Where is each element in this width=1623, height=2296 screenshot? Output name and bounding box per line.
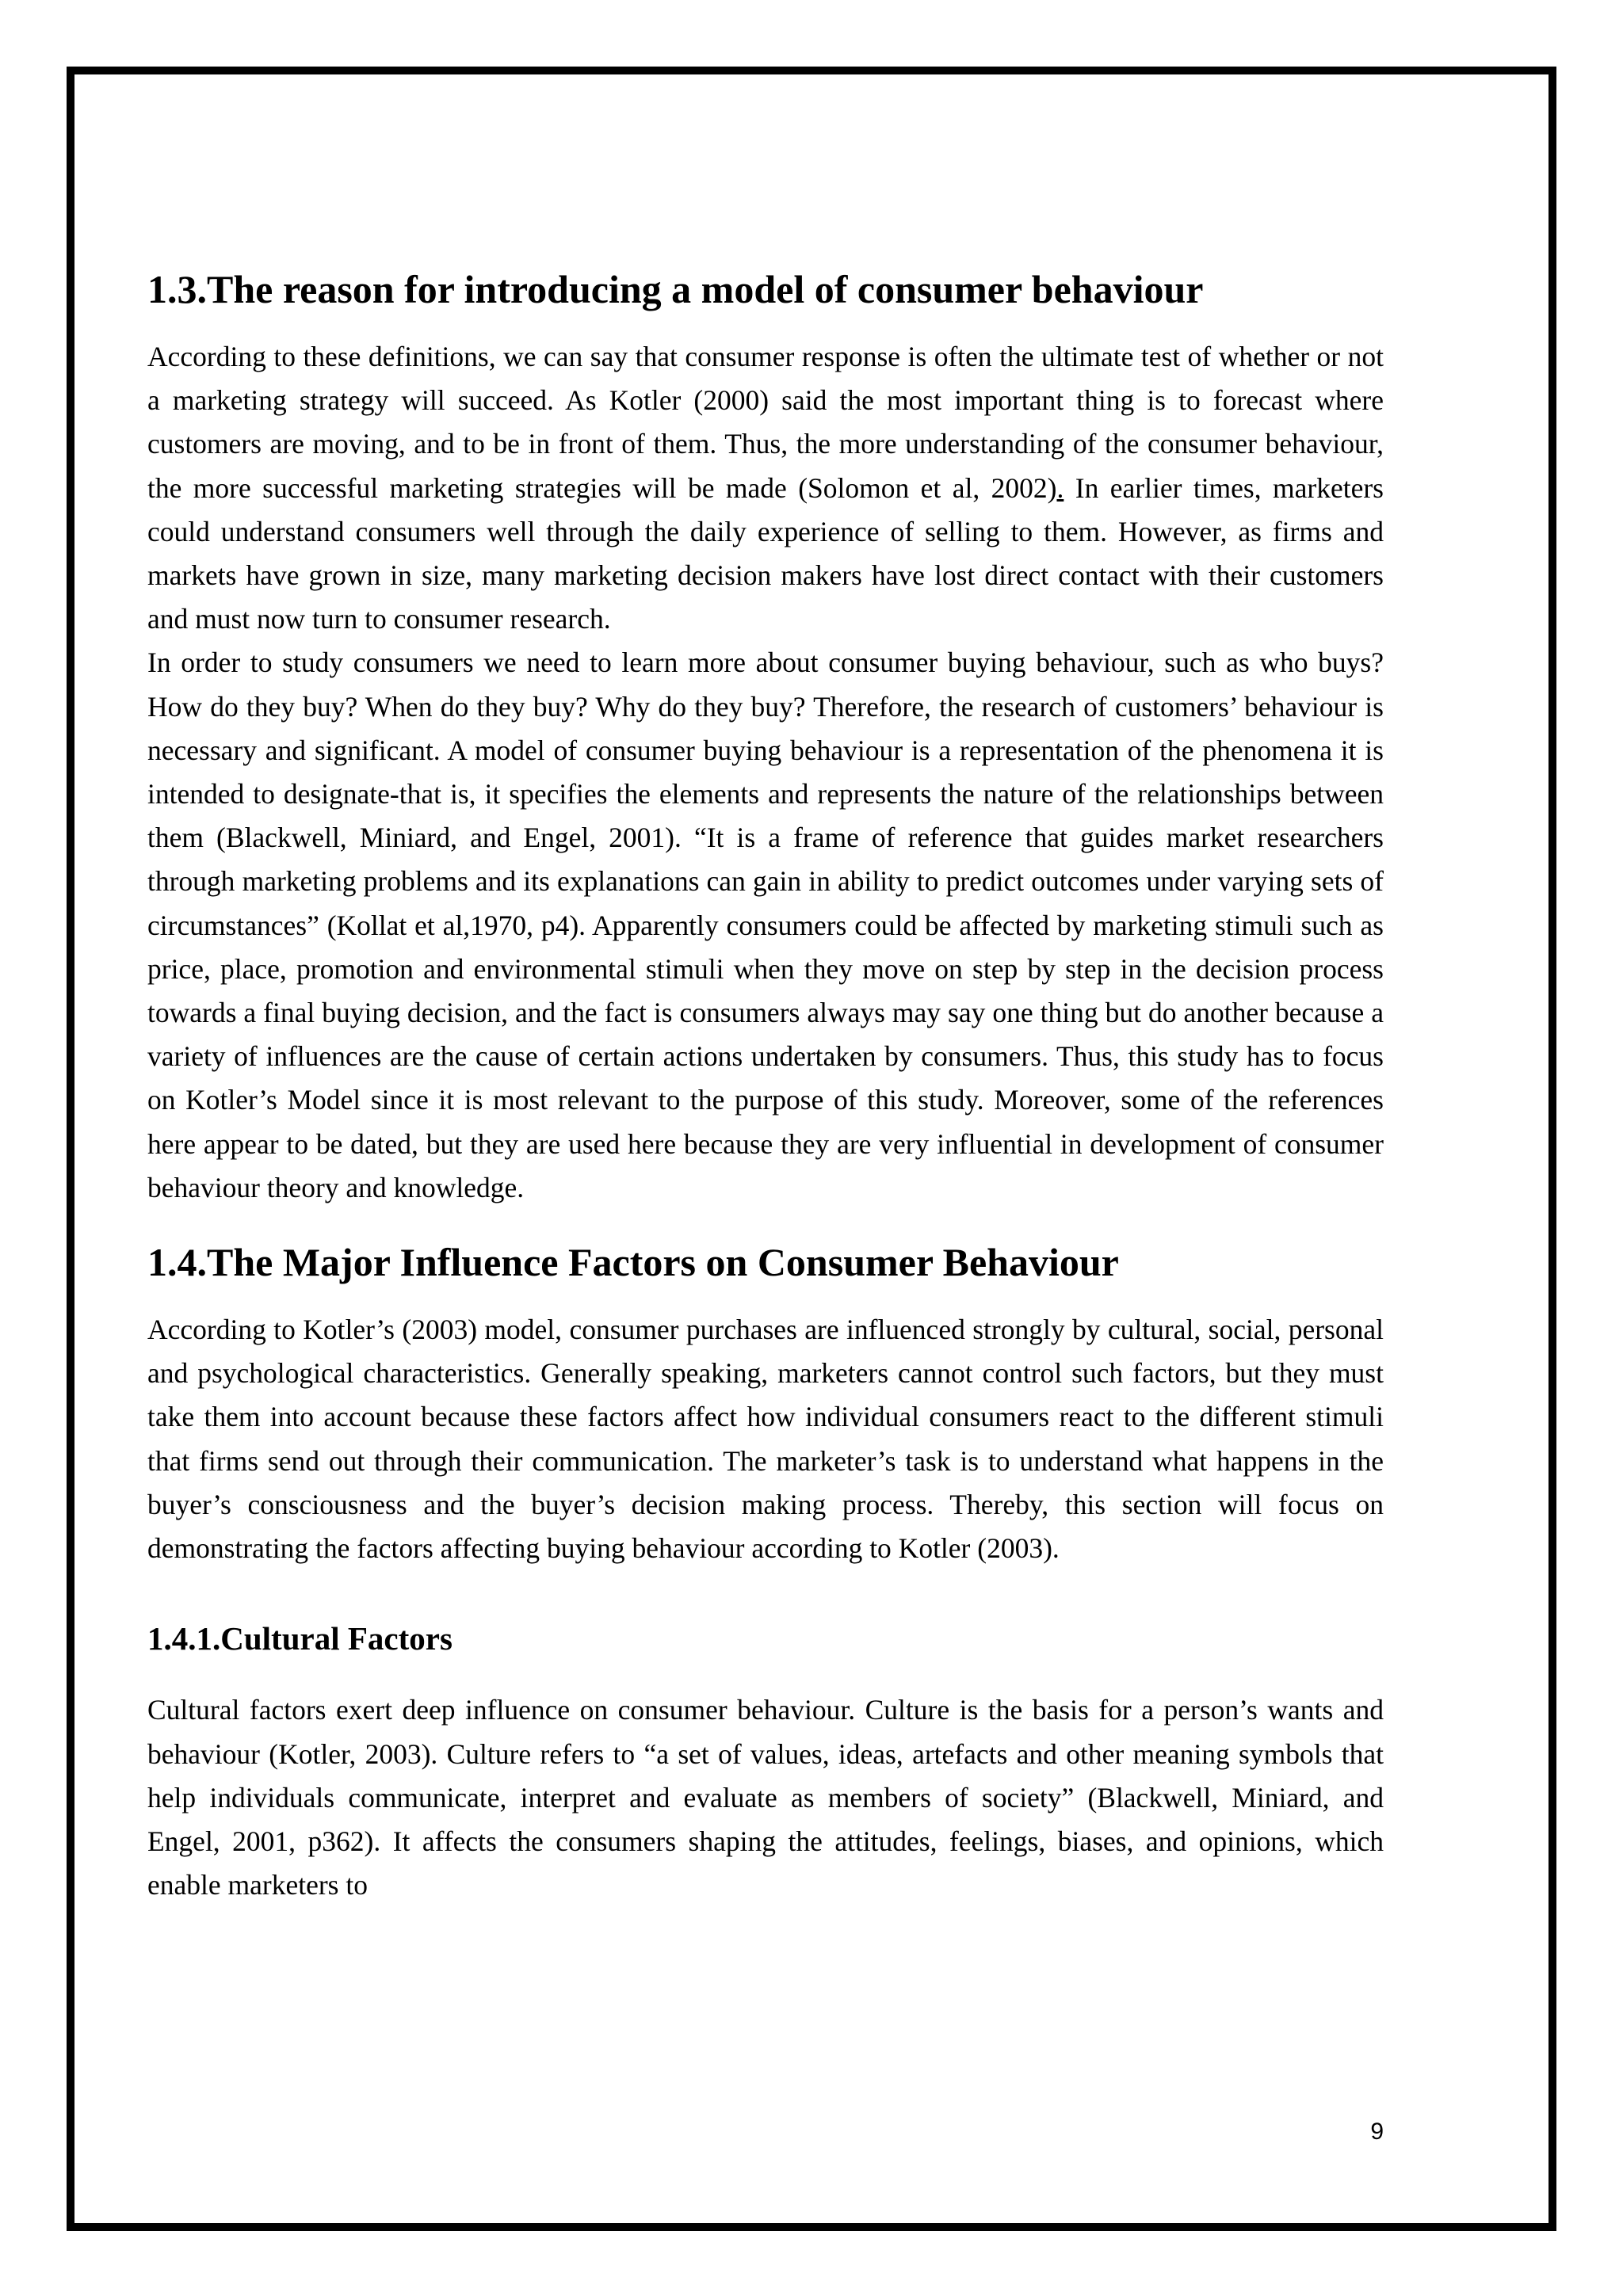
paragraph-1-3-a <box>147 335 1384 641</box>
heading-1-4-1: 1.4.1.Cultural Factors <box>147 1620 453 1657</box>
document-body <box>147 265 1384 1907</box>
paragraph-1-4-a: According to Kotler’s (2003) model, consumer purchases are influenced strongly by cultural, social, personal and psychological characteristics. Generally speaking, marketers cannot control such factors, but they must take them into account because these factors affect how individual consumers react to the different stimuli that firms send out through their communication. The marketer’s task is to understand what happens in the buyer’s consciousness and the buyer’s decision making process. Thereby, this section will focus on demonstrating the factors affecting buying behaviour according to Kotler (2003). <box>147 1314 1384 1565</box>
paragraph-1-3-b: In order to study consumers we need to learn more about consumer buying behaviour, such as who buys? How do they buy? When do they buy? Why do they buy? Therefore, the research of customers’ behaviour is necessary and significant. A model of consumer buying behaviour is a representation of the phenomena it is intended to designate-that is, it specifies the elements and represents the nature of the relationships between them (Blackwell, Miniard, and Engel, 2001). “It is a frame of reference that guides market researchers through marketing problems and its explanations can gain in ability to predict outcomes under varying sets of circumstances” (Kollat et al,1970, p4). Apparently consumers could be affected by marketing stimuli such as price, place, promotion and environmental stimuli when they move on step by step in the decision process towards a final buying decision, and the fact is consumers always may say one thing but do another because a variety of influences are the cause of certain actions undertaken by consumers. Thus, this study has to focus on Kotler’s Model since it is most relevant to the purpose of this study. Moreover, some of the references here appear to be dated, but they are used here because they are very influential in development of consumer behaviour theory and knowledge. <box>147 646 1384 1203</box>
page-number: 9 <box>1370 2119 1384 2145</box>
paragraph-1-3-a-part2: In earlier times, marketers could understand consumers well through the daily experience of selling to them. However, as firms and markets have grown in size, many marketing decision makers have lost direct contact with their customers and must now turn to consumer research. <box>147 471 1384 635</box>
paragraph-1-4-1-a: Cultural factors exert deep influence on consumer behaviour. Culture is the basis for a person’s wants and behaviour (Kotler, 2003). Culture refers to “a set of values, ideas, artefacts and other meaning symbols that help individuals communicate, interpret and evaluate as members of society” (Blackwell, Miniard, and Engel, 2001, p362). It affects the consumers shaping the attitudes, feelings, biases, and opinions, which enable marketers to <box>147 1694 1384 1901</box>
paragraph-1-3-a-part1: According to these definitions, we can say that consumer response is often the ultimate test of whether or not a marketing strategy will succeed. As Kotler (2000) said the most important thing is to forecast where customers are moving, and to be in front of them. Thus, the more understanding of the consumer behaviour, the more successful marketing strategies will be made (Solomon et al, 2002) <box>147 341 1384 504</box>
heading-1-4: 1.4.The Major Influence Factors on Consumer Behaviour <box>147 1240 1119 1285</box>
underlined-period: . <box>1056 471 1064 504</box>
heading-1-3: 1.3.The reason for introducing a model of consumer behaviour <box>147 267 1204 311</box>
